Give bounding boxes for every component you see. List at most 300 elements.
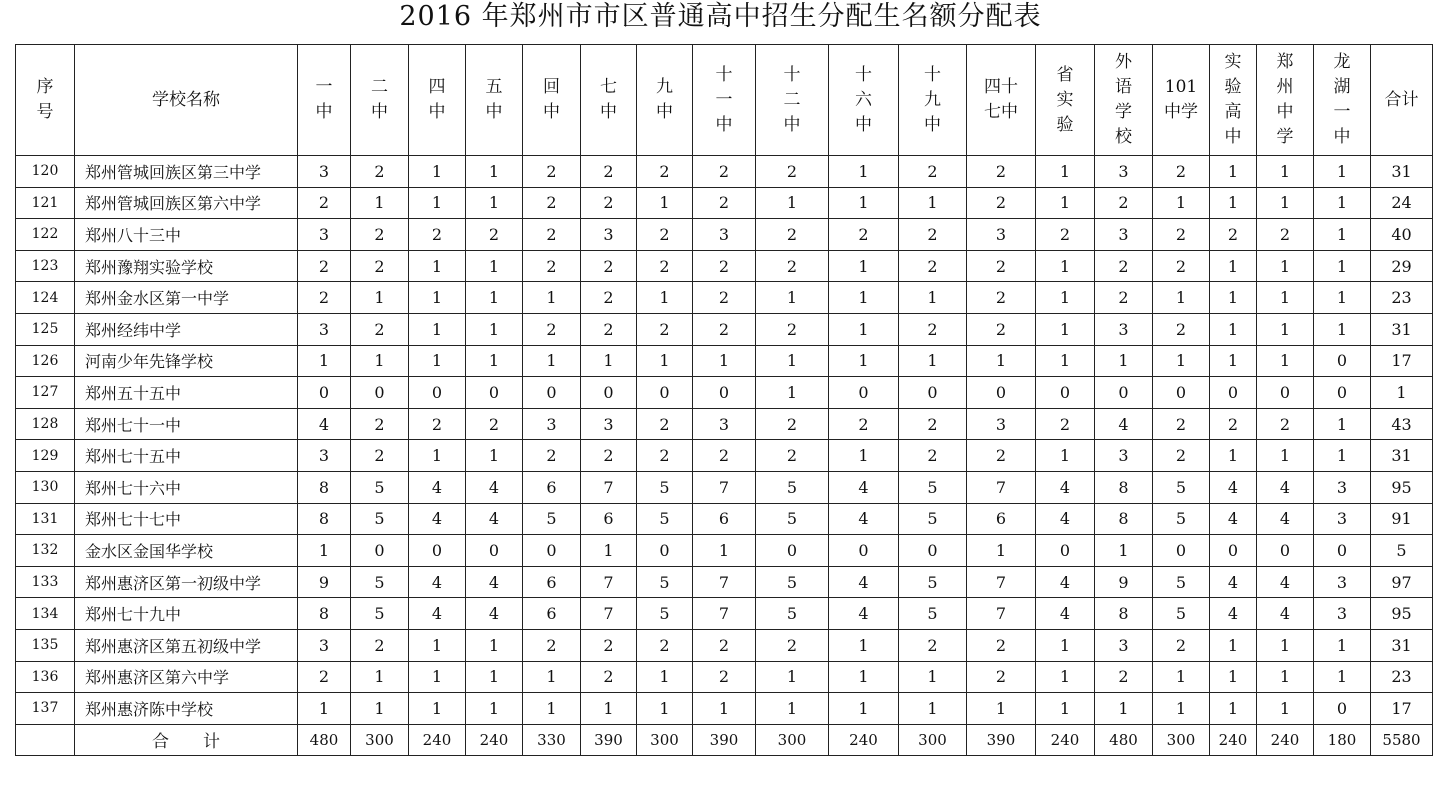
quota-cell: 1 [1257,282,1314,314]
quota-cell: 1 [1210,250,1257,282]
column-header-label: 七中 [600,77,617,122]
quota-cell: 0 [756,535,829,567]
quota-cell: 0 [1314,345,1371,377]
quota-cell: 2 [899,440,967,472]
quota-cell: 7 [693,471,756,503]
quota-cell: 1 [967,693,1036,725]
quota-cell: 5 [351,503,409,535]
quota-cell: 1 [466,282,523,314]
column-header [523,45,581,156]
quota-cell: 2 [967,440,1036,472]
quota-cell: 2 [581,282,637,314]
quota-cell: 2 [351,629,409,661]
row-total: 5 [1371,535,1433,567]
total-cell: 300 [899,724,967,755]
school-name: 郑州七十七中 [75,503,298,535]
quota-cell: 1 [1314,313,1371,345]
quota-cell: 2 [693,156,756,188]
quota-cell: 7 [581,471,637,503]
quota-cell: 0 [466,377,523,409]
quota-cell: 0 [1257,377,1314,409]
quota-cell: 1 [1314,282,1371,314]
quota-cell: 5 [637,566,693,598]
quota-cell: 2 [1095,250,1153,282]
quota-cell: 2 [466,408,523,440]
quota-cell: 1 [756,187,829,219]
quota-cell: 1 [1036,282,1095,314]
row-total: 95 [1371,598,1433,630]
quota-cell: 2 [899,156,967,188]
quota-cell: 1 [298,693,351,725]
quota-cell: 4 [466,598,523,630]
total-cell: 390 [581,724,637,755]
quota-cell: 2 [351,408,409,440]
quota-cell: 2 [693,629,756,661]
table-row [16,187,1433,219]
quota-cell: 1 [1095,345,1153,377]
quota-cell: 2 [693,250,756,282]
table-row [16,408,1433,440]
column-header-label: 龙湖一中 [1333,52,1351,147]
quota-cell: 1 [1036,440,1095,472]
column-header [75,45,298,156]
quota-cell: 0 [1153,535,1210,567]
quota-cell: 6 [967,503,1036,535]
quota-cell: 5 [1153,503,1210,535]
quota-cell: 2 [967,629,1036,661]
quota-cell: 2 [1036,408,1095,440]
quota-cell: 1 [899,282,967,314]
quota-cell: 2 [466,219,523,251]
quota-cell: 2 [637,440,693,472]
quota-cell: 2 [967,313,1036,345]
column-header-label: 101中学 [1164,77,1198,122]
quota-cell: 2 [1036,219,1095,251]
quota-cell: 0 [298,377,351,409]
row-index: 133 [16,566,75,598]
quota-cell: 1 [409,629,466,661]
total-cell: 240 [1036,724,1095,755]
school-name: 郑州经纬中学 [75,313,298,345]
quota-cell: 5 [637,471,693,503]
quota-cell: 1 [298,345,351,377]
quota-cell: 1 [756,693,829,725]
quota-cell: 1 [693,535,756,567]
quota-cell: 4 [1257,598,1314,630]
quota-cell: 1 [351,693,409,725]
school-name: 郑州豫翔实验学校 [75,250,298,282]
quota-cell: 1 [637,693,693,725]
table-row [16,440,1433,472]
row-index: 124 [16,282,75,314]
row-index: 130 [16,471,75,503]
column-header-label: 十二中 [783,64,801,135]
quota-cell: 1 [1257,156,1314,188]
row-index: 135 [16,629,75,661]
quota-cell: 1 [409,250,466,282]
quota-cell: 1 [829,440,899,472]
quota-cell: 3 [1095,313,1153,345]
quota-cell: 5 [637,598,693,630]
quota-cell: 1 [1314,156,1371,188]
quota-cell: 1 [1314,661,1371,693]
quota-cell: 1 [1036,661,1095,693]
quota-cell: 1 [351,282,409,314]
quota-cell: 4 [1210,503,1257,535]
row-total: 29 [1371,250,1433,282]
quota-cell: 2 [581,187,637,219]
row-index: 132 [16,535,75,567]
quota-cell: 4 [466,471,523,503]
column-header [756,45,829,156]
quota-cell: 4 [298,408,351,440]
column-header [351,45,409,156]
quota-cell: 1 [466,629,523,661]
quota-cell: 1 [1314,250,1371,282]
quota-cell: 1 [829,345,899,377]
quota-cell: 1 [581,535,637,567]
quota-cell: 1 [1095,535,1153,567]
quota-cell: 0 [637,535,693,567]
quota-cell: 3 [523,408,581,440]
quota-cell: 1 [1257,661,1314,693]
row-total: 31 [1371,156,1433,188]
quota-cell: 5 [637,503,693,535]
quota-cell: 2 [1153,250,1210,282]
table-row [16,250,1433,282]
quota-cell: 4 [1036,598,1095,630]
row-total: 95 [1371,471,1433,503]
quota-cell: 1 [829,187,899,219]
quota-cell: 2 [409,219,466,251]
quota-cell: 1 [1153,661,1210,693]
quota-cell: 1 [581,345,637,377]
quota-cell: 2 [967,187,1036,219]
quota-cell: 2 [637,156,693,188]
table-row [16,156,1433,188]
quota-cell: 2 [637,313,693,345]
total-cell: 240 [409,724,466,755]
quota-cell: 1 [409,187,466,219]
quota-cell: 1 [1314,629,1371,661]
quota-cell: 1 [581,693,637,725]
row-total: 31 [1371,440,1433,472]
column-header-label: 十六中 [855,64,872,135]
quota-cell: 3 [693,408,756,440]
quota-cell: 0 [899,535,967,567]
quota-cell: 5 [899,566,967,598]
row-index: 129 [16,440,75,472]
quota-cell: 1 [637,187,693,219]
quota-cell: 0 [581,377,637,409]
quota-cell: 6 [523,471,581,503]
row-total: 1 [1371,377,1433,409]
quota-cell: 0 [1095,377,1153,409]
quota-cell: 7 [581,598,637,630]
quota-cell: 2 [967,250,1036,282]
quota-cell: 4 [409,566,466,598]
quota-cell: 5 [899,598,967,630]
quota-cell: 3 [581,408,637,440]
quota-cell: 7 [967,598,1036,630]
quota-cell: 1 [1210,629,1257,661]
table-row [16,219,1433,251]
total-cell: 390 [967,724,1036,755]
column-header [637,45,693,156]
school-name: 郑州惠济区第一初级中学 [75,566,298,598]
quota-cell: 0 [1036,377,1095,409]
quota-cell: 2 [967,661,1036,693]
total-cell: 240 [829,724,899,755]
quota-cell: 1 [409,282,466,314]
quota-cell: 3 [581,219,637,251]
column-header-label: 十一中 [715,64,733,135]
quota-cell: 1 [756,282,829,314]
quota-cell: 1 [1036,156,1095,188]
total-cell: 480 [298,724,351,755]
quota-cell: 1 [1210,313,1257,345]
quota-cell: 2 [967,282,1036,314]
quota-cell: 2 [298,661,351,693]
quota-cell: 0 [409,377,466,409]
quota-cell: 5 [756,503,829,535]
quota-cell: 2 [351,219,409,251]
quota-cell: 2 [581,156,637,188]
quota-cell: 2 [523,250,581,282]
quota-cell: 1 [466,440,523,472]
quota-cell: 2 [1257,219,1314,251]
school-name: 郑州七十九中 [75,598,298,630]
allocation-table [15,44,1433,756]
column-header-label: 实验高中 [1224,52,1242,147]
quota-cell: 2 [899,629,967,661]
school-name: 郑州七十一中 [75,408,298,440]
quota-cell: 1 [409,661,466,693]
row-index: 134 [16,598,75,630]
quota-cell: 2 [693,661,756,693]
quota-cell: 1 [829,661,899,693]
quota-cell: 2 [581,629,637,661]
quota-cell: 7 [693,598,756,630]
quota-cell: 1 [1036,629,1095,661]
quota-cell: 2 [693,313,756,345]
quota-cell: 2 [756,156,829,188]
quota-cell: 1 [829,156,899,188]
school-name: 郑州惠济区第五初级中学 [75,629,298,661]
row-index: 120 [16,156,75,188]
quota-cell: 5 [351,598,409,630]
column-header [1095,45,1153,156]
quota-cell: 0 [466,535,523,567]
quota-cell: 1 [409,440,466,472]
quota-cell: 2 [1210,219,1257,251]
quota-cell: 1 [899,187,967,219]
quota-cell: 5 [756,566,829,598]
quota-cell: 2 [637,629,693,661]
quota-cell: 1 [756,661,829,693]
quota-cell: 1 [1257,187,1314,219]
quota-cell: 1 [899,661,967,693]
quota-cell: 2 [1153,408,1210,440]
column-header-label: 序号 [36,77,54,122]
column-header-label: 一中 [315,77,333,122]
quota-cell: 1 [1210,282,1257,314]
quota-cell: 3 [298,219,351,251]
quota-cell: 1 [637,345,693,377]
total-cell: 390 [693,724,756,755]
quota-cell: 1 [466,313,523,345]
quota-cell: 2 [756,250,829,282]
total-cell: 5580 [1371,724,1433,755]
quota-cell: 2 [899,313,967,345]
column-header [1153,45,1210,156]
quota-cell: 5 [899,503,967,535]
row-total: 23 [1371,661,1433,693]
quota-cell: 2 [351,156,409,188]
page-title: 2016 年郑州市市区普通高中招生分配生名额分配表 [399,1,1042,32]
quota-cell: 1 [693,693,756,725]
quota-cell: 0 [1314,535,1371,567]
column-header [581,45,637,156]
quota-cell: 5 [756,471,829,503]
quota-cell: 4 [829,598,899,630]
quota-cell: 2 [967,156,1036,188]
quota-cell: 1 [756,345,829,377]
quota-cell: 1 [1257,693,1314,725]
school-name: 郑州金水区第一中学 [75,282,298,314]
quota-cell: 1 [1153,693,1210,725]
quota-cell: 1 [1210,187,1257,219]
table-row [16,598,1433,630]
quota-cell: 2 [409,408,466,440]
column-header-label: 回中 [543,77,560,122]
quota-cell: 2 [899,219,967,251]
row-total: 97 [1371,566,1433,598]
column-header-label: 学校名称 [152,89,220,110]
quota-cell: 2 [693,187,756,219]
row-total: 17 [1371,693,1433,725]
quota-cell: 8 [298,471,351,503]
quota-cell: 1 [1314,440,1371,472]
quota-cell: 1 [829,250,899,282]
column-header-label: 二中 [371,77,388,122]
quota-cell: 4 [1257,471,1314,503]
quota-cell: 1 [466,661,523,693]
quota-cell: 0 [1314,377,1371,409]
quota-cell: 2 [523,440,581,472]
quota-cell: 1 [829,282,899,314]
quota-cell: 1 [523,282,581,314]
quota-cell: 6 [693,503,756,535]
row-total: 31 [1371,313,1433,345]
column-header [1257,45,1314,156]
quota-cell: 2 [693,440,756,472]
total-cell: 300 [1153,724,1210,755]
quota-cell: 3 [1314,566,1371,598]
school-name: 郑州七十六中 [75,471,298,503]
quota-cell: 3 [1314,471,1371,503]
quota-cell: 4 [1210,566,1257,598]
column-header [899,45,967,156]
column-header-label: 四中 [428,77,446,122]
school-name: 郑州惠济陈中学校 [75,693,298,725]
quota-cell: 0 [693,377,756,409]
quota-cell: 0 [351,377,409,409]
quota-cell: 1 [756,377,829,409]
quota-cell: 4 [829,566,899,598]
quota-cell: 1 [409,345,466,377]
quota-cell: 2 [756,408,829,440]
table-row [16,661,1433,693]
quota-cell: 1 [637,282,693,314]
column-header-label: 合计 [1384,89,1419,110]
quota-cell: 2 [351,250,409,282]
column-header-label: 九中 [656,77,673,122]
quota-cell: 1 [637,661,693,693]
quota-cell: 1 [967,535,1036,567]
quota-cell: 2 [829,408,899,440]
quota-cell: 2 [298,282,351,314]
quota-cell: 9 [1095,566,1153,598]
quota-cell: 3 [298,156,351,188]
quota-cell: 3 [1095,440,1153,472]
quota-cell: 1 [1036,345,1095,377]
quota-cell: 2 [1095,282,1153,314]
quota-cell: 3 [693,219,756,251]
row-index: 131 [16,503,75,535]
quota-cell: 4 [1036,566,1095,598]
quota-cell: 2 [756,313,829,345]
quota-cell: 1 [1257,440,1314,472]
row-total: 91 [1371,503,1433,535]
quota-cell: 3 [967,408,1036,440]
row-total: 17 [1371,345,1433,377]
table-row [16,345,1433,377]
quota-cell: 0 [829,535,899,567]
quota-cell: 2 [829,219,899,251]
quota-cell: 3 [1314,598,1371,630]
quota-cell: 0 [899,377,967,409]
quota-cell: 3 [1095,219,1153,251]
school-name: 郑州管城回族区第六中学 [75,187,298,219]
quota-cell: 7 [967,471,1036,503]
quota-cell: 2 [1210,408,1257,440]
quota-cell: 2 [523,187,581,219]
quota-cell: 5 [1153,598,1210,630]
quota-cell: 1 [899,345,967,377]
quota-cell: 1 [409,156,466,188]
total-row [16,724,1433,755]
quota-cell: 0 [1153,377,1210,409]
quota-cell: 2 [351,313,409,345]
quota-cell: 1 [829,629,899,661]
quota-cell: 1 [899,693,967,725]
total-cell: 300 [756,724,829,755]
quota-cell: 2 [693,282,756,314]
row-index: 136 [16,661,75,693]
quota-cell: 0 [967,377,1036,409]
column-header-label: 四十七中 [983,77,1018,122]
quota-cell: 5 [899,471,967,503]
school-name: 郑州八十三中 [75,219,298,251]
quota-cell: 1 [829,693,899,725]
quota-cell: 1 [523,693,581,725]
table-row [16,377,1433,409]
column-header [1036,45,1095,156]
quota-cell: 2 [581,661,637,693]
quota-cell: 4 [829,503,899,535]
column-header [409,45,466,156]
